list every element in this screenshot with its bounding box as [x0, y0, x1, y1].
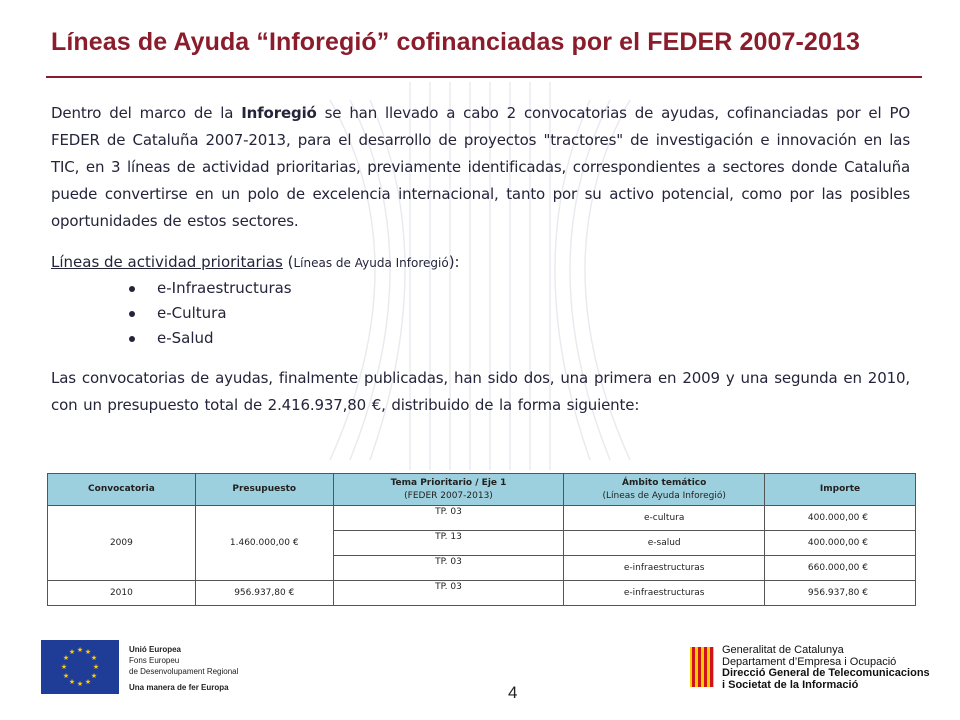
lines-heading-open: (: [282, 253, 294, 271]
intro-text-end: se han llevado a cabo 2 convocatorias de ayudas, cofinanciadas por el PO FEDER de Cataluña 2007-2013, para el desarrollo de proyectos "tractores" de investigación e innovación en las TIC, en 3 líneas de actividad prioritarias, previamente identificadas, correspondientes a sectores donde Cataluña puede convertirse en un polo de excelencia internacional, tanto por su activo potencial, como por las posibles oportunidades de estos sectores.: [51, 104, 910, 230]
cell-presupuesto: 1.460.000,00 €: [195, 506, 333, 581]
cell-ambito: e-salud: [564, 531, 765, 556]
header-tema: [333, 474, 564, 506]
cell-ambito: e-infraestructuras: [564, 556, 765, 581]
eu-line-3: de Desenvolupament Regional: [129, 667, 239, 676]
list-item: [129, 276, 910, 301]
budget-table: [47, 473, 916, 606]
list-item: [129, 326, 910, 351]
cell-importe: 400.000,00 €: [765, 506, 916, 531]
cell-importe: 956.937,80 €: [765, 581, 916, 606]
svg-text:★: ★: [90, 672, 98, 680]
catalan-flag-icon: [690, 647, 714, 687]
intro-bold-term: Inforegió: [241, 104, 317, 122]
gencat-line-1: Generalitat de Catalunya: [722, 644, 844, 656]
page-number: 4: [508, 683, 518, 702]
cell-ambito: e-infraestructuras: [564, 581, 765, 606]
svg-text:★: ★: [62, 672, 70, 680]
header-tema-title: Tema Prioritario / Eje 1: [390, 477, 507, 488]
gencat-line-4: i Societat de la Informació: [722, 678, 859, 691]
list-item-label: e-Salud: [157, 329, 214, 347]
bullet-icon: [129, 311, 135, 317]
svg-text:★: ★: [68, 678, 76, 686]
bullet-icon: [129, 336, 135, 342]
gencat-text: [722, 645, 930, 691]
lines-heading: [51, 249, 910, 276]
list-item-label: e-Cultura: [157, 304, 227, 322]
header-ambito-title: Ámbito temático: [622, 477, 707, 488]
table-row: [48, 581, 916, 606]
gencat-line-3: Direcció General de Telecomunicacions: [722, 667, 930, 679]
eu-line-2: Fons Europeu: [129, 656, 180, 665]
cell-tema: TP. 03: [333, 581, 564, 606]
gencat-logo-block: [690, 644, 930, 693]
activity-lines-list: [51, 276, 910, 351]
eu-text: [129, 644, 238, 693]
summary-paragraph: Las convocatorias de ayudas, finalmente publicadas, han sido dos, una primera en 2009 y una segunda en 2010, con un presupuesto total de 2.416.937,80 €, distribuido de la forma siguiente:: [51, 369, 910, 414]
header-convocatoria: Convocatoria: [48, 474, 196, 506]
bullet-icon: [129, 286, 135, 292]
eu-line-1: Unió Europea: [129, 645, 182, 654]
svg-text:★: ★: [68, 648, 76, 656]
cell-convocatoria: 2010: [48, 581, 196, 606]
page-title: Líneas de Ayuda “Inforegió” cofinanciadas por el FEDER 2007-2013: [51, 28, 860, 56]
header-tema-sub: (FEDER 2007-2013): [404, 490, 493, 501]
svg-text:★: ★: [92, 663, 100, 671]
svg-text:★: ★: [60, 663, 68, 671]
table-header-row: [48, 474, 916, 506]
svg-text:★: ★: [76, 680, 84, 688]
cell-tema: TP. 03: [333, 506, 564, 531]
intro-paragraph: [51, 100, 910, 235]
table-row: [48, 506, 916, 531]
cell-presupuesto: 956.937,80 €: [195, 581, 333, 606]
svg-text:★: ★: [84, 648, 92, 656]
svg-text:★: ★: [62, 654, 70, 662]
cell-ambito: e-cultura: [564, 506, 765, 531]
cell-tema: TP. 03: [333, 556, 564, 581]
header-importe: Importe: [765, 474, 916, 506]
lines-heading-close: ):: [448, 253, 460, 271]
title-divider: [46, 76, 922, 78]
svg-text:★: ★: [90, 654, 98, 662]
list-item: [129, 301, 910, 326]
header-presupuesto: Presupuesto: [195, 474, 333, 506]
list-item-label: e-Infraestructuras: [157, 279, 292, 297]
svg-text:★: ★: [76, 646, 84, 654]
eu-logo-block: [41, 640, 255, 696]
header-ambito: [564, 474, 765, 506]
lines-heading-note: Líneas de Ayuda Inforegió: [293, 256, 449, 270]
cell-tema: TP. 13: [333, 531, 564, 556]
intro-text-start: Dentro del marco de la: [51, 104, 242, 122]
lines-heading-underlined: Líneas de actividad prioritarias: [51, 253, 283, 271]
header-ambito-sub: (Líneas de Ayuda Inforegió): [602, 490, 726, 501]
cell-importe: 400.000,00 €: [765, 531, 916, 556]
main-content: [51, 100, 910, 419]
cell-convocatoria: 2009: [48, 506, 196, 581]
gencat-line-2: Departament d’Empresa i Ocupació: [722, 655, 897, 668]
cell-importe: 660.000,00 €: [765, 556, 916, 581]
eu-flag-icon: [41, 640, 119, 694]
svg-text:★: ★: [84, 678, 92, 686]
eu-line-4: Una manera de fer Europa: [129, 683, 229, 692]
